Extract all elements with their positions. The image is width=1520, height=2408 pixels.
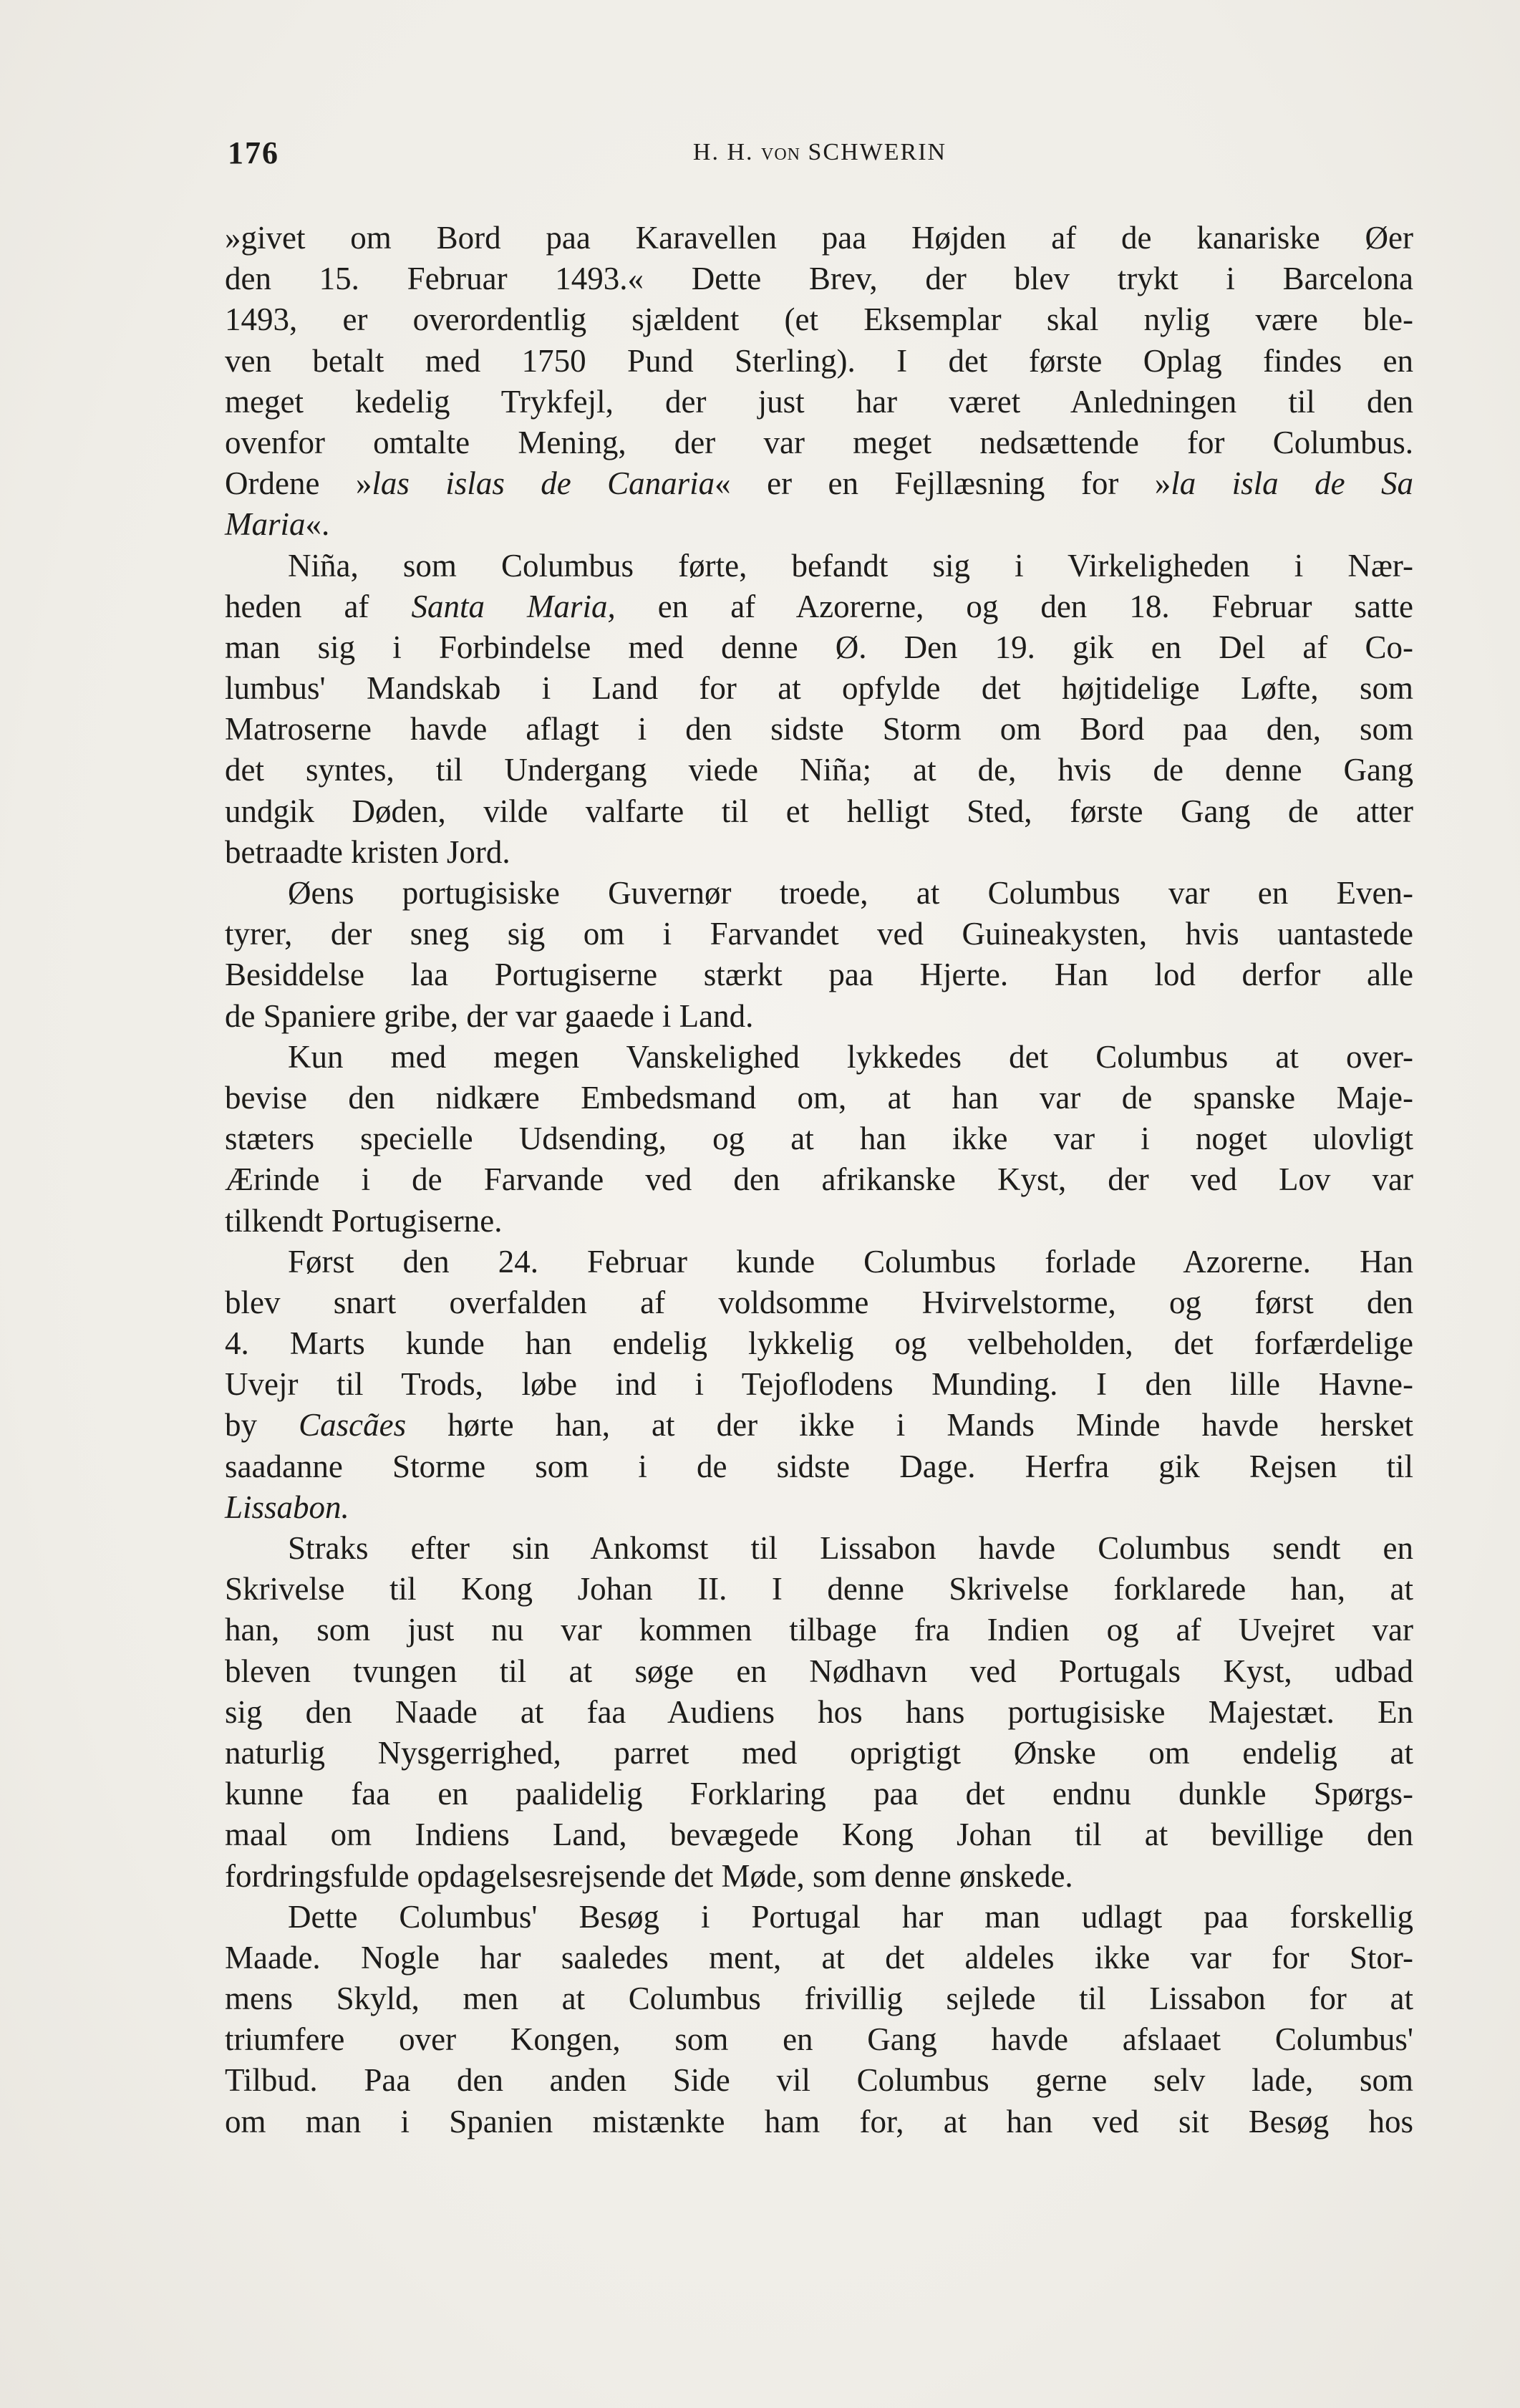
text-line: om man i Spanien mistænkte ham for, at han ved sit Besøg hos [225,2103,1413,2139]
italic-term: las islas de Canaria [372,465,715,502]
text-line: sig den Naade at faa Audiens hos hans portugisiske Majestæt. En [225,1693,1413,1730]
text-line: Maria«. [225,506,330,543]
text-line: by Cascães hørte han, at der ikke i Mands Minde havde hersket [225,1407,1413,1444]
page-number: 176 [228,135,279,170]
text-line: Uvejr til Trods, løbe ind i Tejoflodens Munding. I den lille Havne- [225,1366,1413,1403]
text-line: det syntes, til Undergang viede Niña; at de, hvis de denne Gang [225,752,1413,788]
text-line: naturlig Nysgerrighed, parret med oprigtigt Ønske om endelig at [225,1734,1413,1771]
text-line: Besiddelse laa Portugiserne stærkt paa Hjerte. Han lod derfor alle [225,957,1413,993]
text-line [225,1487,1413,1528]
text-line: Ordene »las islas de Canaria« er en Fejllæsning for »la isla de Sa [225,465,1413,502]
text-line: kunne faa en paalidelig Forklaring paa det endnu dunkle Spørgs- [225,1776,1413,1812]
author-surname: SCHWERIN [808,139,947,165]
text-line: betraadte kristen Jord. [225,833,510,870]
text-line: tilkendt Portugiserne. [225,1202,503,1239]
author-initials: H. H. [692,139,754,165]
text-line: 4. Marts kunde han endelig lykkelig og velbeholden, det forfærdelige [225,1325,1413,1362]
paragraph-start-line: Dette Columbus' Besøg i Portugal har man udlagt paa forskellig [288,1898,1413,1935]
text-line: saadanne Storme som i de sidste Dage. Herfra gik Rejsen til [225,1448,1413,1484]
text-line: stæters specielle Udsending, og at han ikke var i noget ulovligt [225,1121,1413,1157]
text-line: Tilbud. Paa den anden Side vil Columbus gerne selv lade, som [225,2062,1413,2099]
text-line: den 15. Februar 1493.« Dette Brev, der blev trykt i Barcelona [225,261,1413,297]
text-line: triumfere over Kongen, som en Gang havde afslaaet Columbus' [225,2021,1413,2058]
text-line: han, som just nu var kommen tilbage fra Indien og af Uvejret var [225,1612,1413,1648]
text-line: blev snart overfalden af voldsomme Hvirvelstorme, og først den [225,1284,1413,1320]
paragraph-start-line: Straks efter sin Ankomst til Lissabon havde Columbus sendt en [288,1530,1413,1566]
header-author [228,139,1412,166]
text-line: Ærinde i de Farvande ved den afrikanske Kyst, der ved Lov var [225,1161,1413,1198]
italic-term: Cascães [299,1407,407,1444]
paragraph-start-line: Øens portugisiske Guvernør troede, at Columbus var en Even- [288,875,1413,911]
italic-term: Lissabon. [225,1489,349,1525]
text-line: meget kedelig Trykfejl, der just har været Anledningen til den [225,383,1413,420]
text-line: ven betalt med 1750 Pund Sterling). I det første Oplag findes en [225,342,1413,379]
body-text [225,218,1413,2142]
text-line: ovenfor omtalte Mening, der var meget nedsættende for Columbus. [225,424,1413,460]
italic-term: Maria [225,506,306,543]
text-line: mens Skyld, men at Columbus frivillig sejlede til Lissabon for at [225,1981,1413,2017]
text-line: lumbus' Mandskab i Land for at opfylde det højtidelige Løfte, som [225,670,1413,707]
text-line: maal om Indiens Land, bevægede Kong Johan til at bevillige den [225,1817,1413,1853]
italic-term: la isla de Sa [1171,465,1413,502]
text-line: Maade. Nogle har saaledes ment, at det aldeles ikke var for Stor- [225,1939,1413,1976]
text-line: undgik Døden, vilde valfarte til et helligt Sted, første Gang de atter [225,793,1413,829]
text-line: heden af Santa Maria, en af Azorerne, og den 18. Februar satte [225,588,1413,624]
author-particle: VON [761,145,801,164]
paragraph-start-line: Kun med megen Vanskelighed lykkedes det Columbus at over- [288,1038,1413,1075]
text-line: de Spaniere gribe, der var gaaede i Land. [225,997,754,1034]
text-line: »givet om Bord paa Karavellen paa Højden af de kanariske Øer [225,220,1413,256]
text-line: fordringsfulde opdagelsesrejsende det Møde, som denne ønskede. [225,1857,1073,1894]
text-line: 1493, er overordentlig sjældent (et Eksemplar skal nylig være ble- [225,301,1413,338]
text-line: Matroserne havde aflagt i den sidste Storm om Bord paa den, som [225,711,1413,748]
paragraph-start-line: Niña, som Columbus førte, befandt sig i Virkeligheden i Nær- [288,547,1413,584]
text-line: tyrer, der sneg sig om i Farvandet ved Guineakysten, hvis uantastede [225,916,1413,952]
running-head [228,135,1412,178]
text-line: bleven tvungen til at søge en Nødhavn ved Portugals Kyst, udbad [225,1653,1413,1689]
paragraph-start-line: Først den 24. Februar kunde Columbus forlade Azorerne. Han [288,1243,1413,1280]
italic-term: Santa Maria, [411,588,616,624]
text-line: Skrivelse til Kong Johan II. I denne Skrivelse forklarede han, at [225,1571,1413,1607]
text-line: man sig i Forbindelse med denne Ø. Den 19. gik en Del af Co- [225,629,1413,665]
text-line: bevise den nidkære Embedsmand om, at han var de spanske Maje- [225,1079,1413,1116]
